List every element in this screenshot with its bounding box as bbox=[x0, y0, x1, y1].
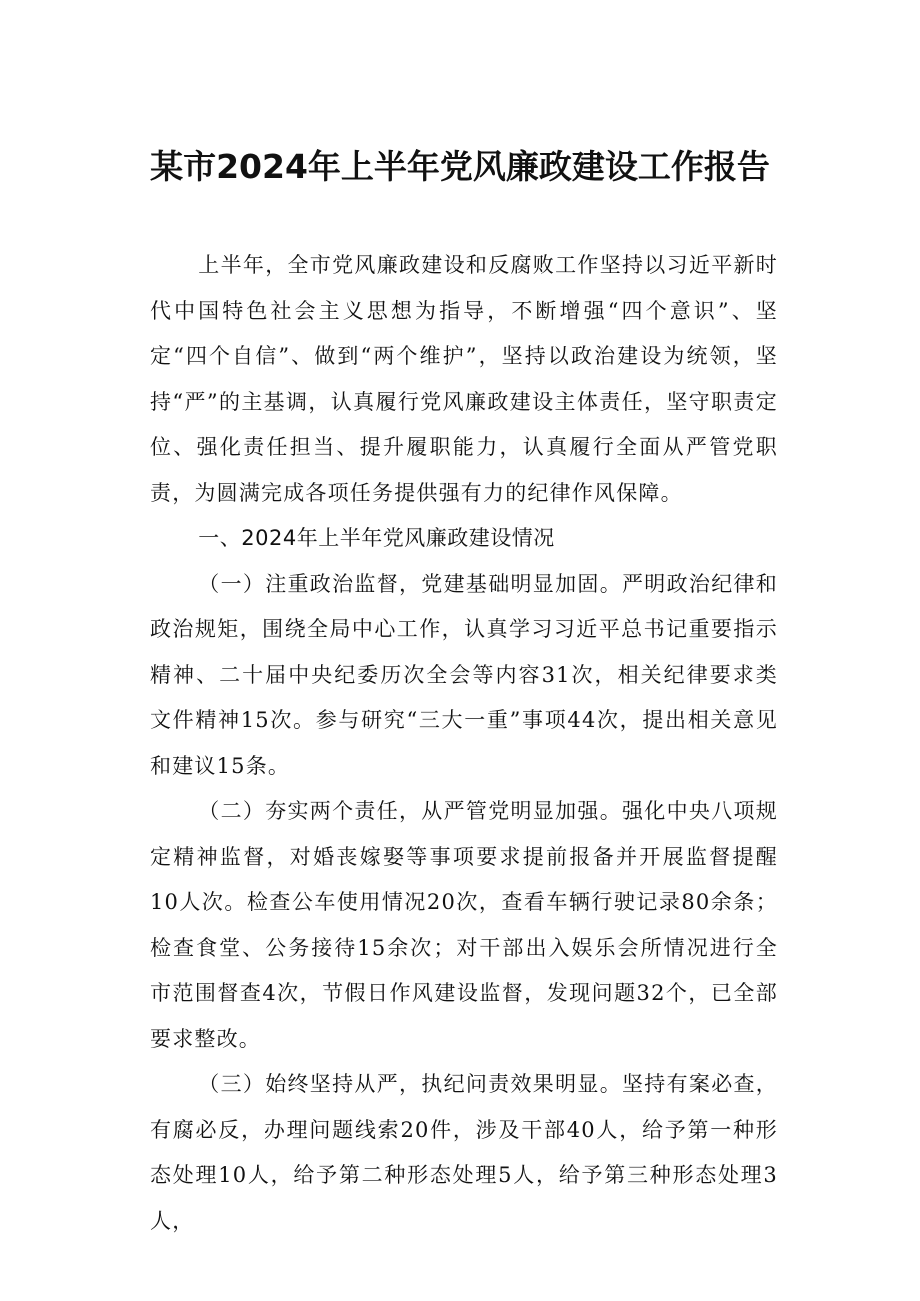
subsection-paragraph-3: （三）始终坚持从严，执纪问责效果明显。坚持有案必查，有腐必反，办理问题线索20件，涉及干部40人，给予第一种形态处理10人，给予第二种形态处理5人，给予第三种形态处理3人， bbox=[150, 1072, 778, 1233]
intro-paragraph: 上半年，全市党风廉政建设和反腐败工作坚持以习近平新时代中国特色社会主义思想为指导，不断增强“四个意识”、坚定“四个自信”、做到“两个维护”，坚持以政治建设为统领，坚持“严”的主基调，认真履行党风廉政建设主体责任，坚守职责定位、强化责任担当、提升履职能力，认真履行全面从严管党职责，为圆满完成各项任务提供强有力的纪律作风保障。 bbox=[150, 253, 778, 505]
document-title: 某市2024年上半年党风廉政建设工作报告 bbox=[150, 147, 770, 186]
subsection-paragraph-1: （一）注重政治监督，党建基础明显加固。严明政治纪律和政治规矩，围绕全局中心工作，认真学习习近平总书记重要指示精神、二十届中央纪委历次全会等内容31次，相关纪律要求类文件精神15次。参与研究“三大一重”事项44次，提出相关意见和建议15条。 bbox=[150, 571, 778, 778]
section-heading-1: 一、2024年上半年党风廉政建设情况 bbox=[198, 526, 555, 550]
document-body bbox=[150, 243, 778, 1244]
subsection-paragraph-2: （二）夯实两个责任，从严管党明显加强。强化中央八项规定精神监督，对婚丧嫁娶等事项要求提前报备并开展监督提醒10人次。检查公车使用情况20次，查看车辆行驶记录80余条；检查食堂、公务接待15余次；对干部出入娱乐会所情况进行全市范围督查4次，节假日作风建设监督，发现问题32个，已全部要求整改。 bbox=[150, 799, 778, 1051]
